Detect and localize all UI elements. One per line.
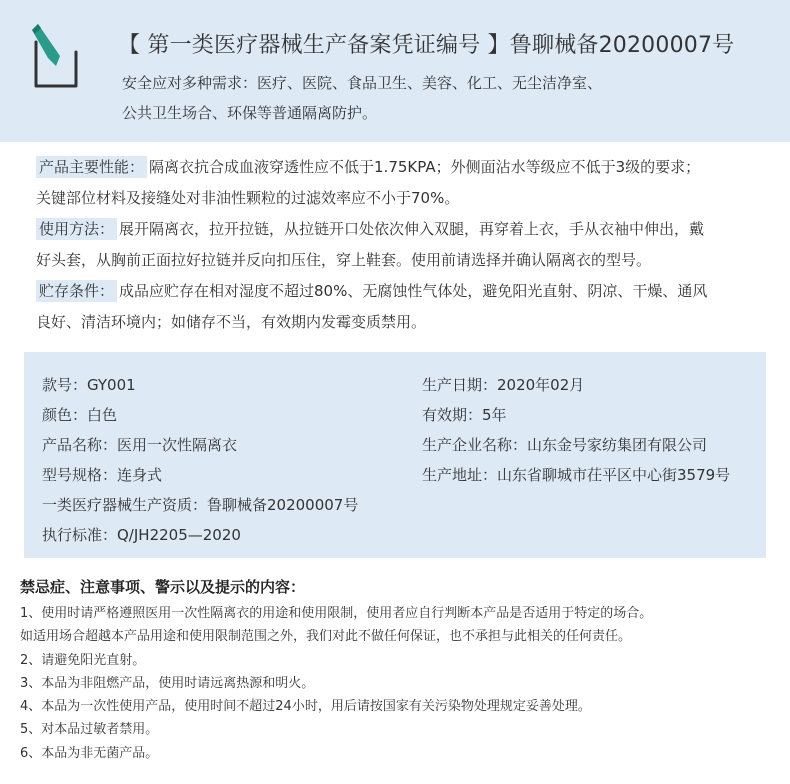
storage-text-1: 成品应贮存在相对湿度不超过80%、无腐蚀性气体处，避免阳光直射、阴凉、干燥、通风 (119, 282, 708, 300)
pen-document-icon (30, 22, 82, 94)
storage-tag: 贮存条件： (36, 280, 117, 302)
storage-row-1 (36, 276, 776, 307)
header-line-2: 公共卫生场合、环保等普通隔离防护。 (122, 104, 378, 122)
info-validity: 有效期：5年 (422, 406, 507, 424)
info-spec: 型号规格：连身式 (42, 466, 163, 484)
usage-row-1 (36, 214, 776, 245)
list-item: 4、本品为一次性使用产品，使用时间不超过24小时，用后请按国家有关污染物处理规定妥善处理。 (20, 699, 591, 715)
certificate-title: 【 第一类医疗器械生产备案凭证编号 】鲁聊械备20200007号 (118, 33, 735, 58)
list-item: 如适用场合超越本产品用途和使用限制范围之外，我们对此不做任何保证，也不承担与此相关的任何责任。 (20, 629, 632, 645)
performance-text-2: 关键部位材料及接缝处对非油性颗粒的过滤效率应不小于70%。 (36, 189, 460, 207)
info-color: 颜色：白色 (42, 406, 118, 424)
info-production-date: 生产日期：2020年02月 (422, 376, 585, 394)
list-item: 5、对本品过敏者禁用。 (20, 722, 159, 738)
info-standard: 执行标准：Q/JH2205—2020 (42, 526, 241, 544)
list-item: 2、请避免阳光直射。 (20, 652, 146, 668)
list-item: 6、本品为非无菌产品。 (20, 745, 159, 761)
info-model: 款号：GY001 (42, 376, 136, 394)
performance-row-1 (36, 152, 776, 183)
warnings-heading: 禁忌症、注意事项、警示以及提示的内容： (20, 578, 306, 596)
info-qualification: 一类医疗器械生产资质：鲁聊械备20200007号 (42, 496, 359, 514)
product-info-panel (24, 352, 766, 558)
usage-row-2 (36, 245, 776, 276)
header-line-1: 安全应对多种需求：医疗、医院、食品卫生、美容、化工、无尘洁净室、 (122, 74, 603, 92)
usage-tag: 使用方法： (36, 218, 117, 240)
header-banner (0, 0, 790, 142)
info-manufacturer: 生产企业名称：山东金号家纺集团有限公司 (422, 436, 708, 454)
info-product-name: 产品名称：医用一次性隔离衣 (42, 436, 238, 454)
usage-text-1: 展开隔离衣，拉开拉链，从拉链开口处依次伸入双腿，再穿着上衣，手从衣袖中伸出，戴 (119, 220, 705, 238)
product-description (36, 152, 776, 338)
storage-text-2: 良好、清洁环境内；如储存不当，有效期内发霉变质禁用。 (36, 313, 427, 331)
performance-tag: 产品主要性能： (36, 156, 147, 178)
info-address: 生产地址：山东省聊城市茌平区中心街3579号 (422, 466, 731, 484)
warnings-section (20, 572, 780, 765)
performance-row-2 (36, 183, 776, 214)
storage-row-2 (36, 307, 776, 338)
list-item: 3、本品为非阻燃产品，使用时请远离热源和明火。 (20, 675, 315, 691)
performance-text-1: 隔离衣抗合成血液穿透性应不低于1.75KPA；外侧面沾水等级应不低于3级的要求； (149, 158, 701, 176)
list-item: 1、使用时请严格遵照医用一次性隔离衣的用途和使用限制，使用者应自行判断本产品是否适用于特定的场合。 (20, 606, 653, 621)
usage-text-2: 好头套，从胸前正面拉好拉链并反向扣压住，穿上鞋套。使用前请选择并确认隔离衣的型号。 (36, 251, 652, 269)
